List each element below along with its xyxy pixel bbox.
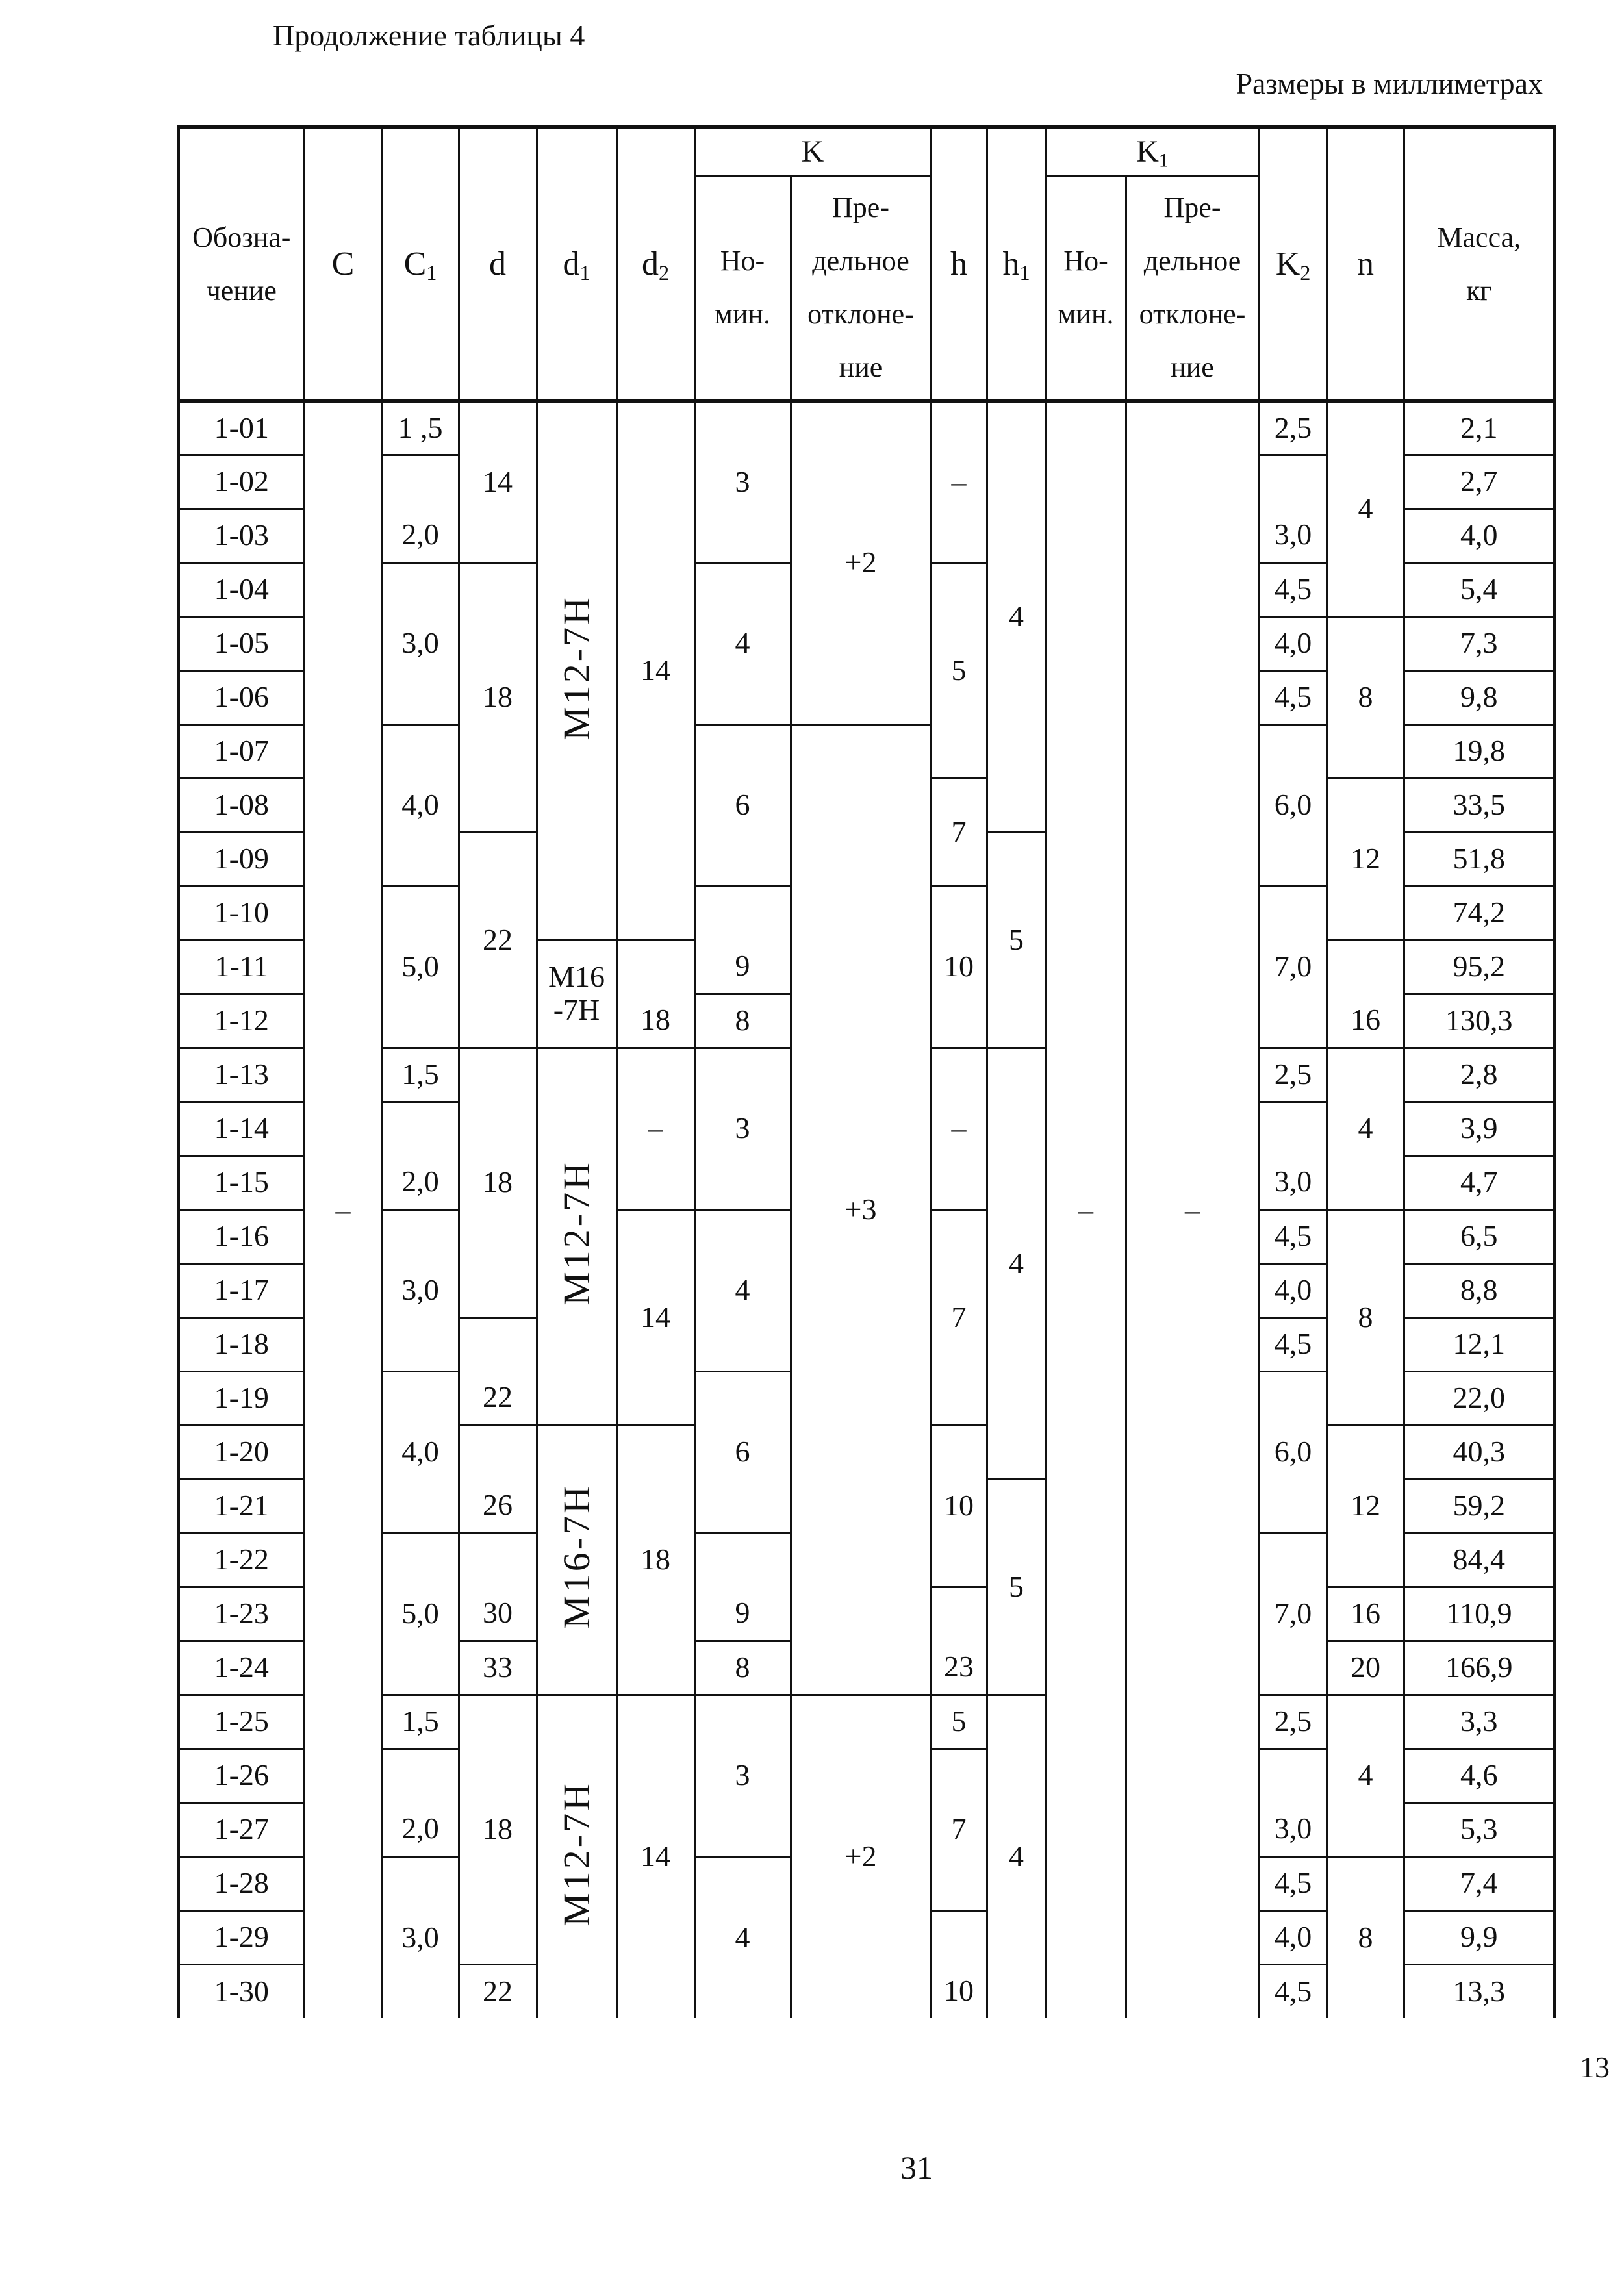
cell-mass: 130,3 <box>1404 994 1554 1048</box>
cell-mass: 33,5 <box>1404 778 1554 832</box>
cell-d: 22 <box>459 1964 537 2018</box>
cell-k2: 4,5 <box>1259 1856 1327 1910</box>
cell-n: 12 <box>1327 1425 1404 1587</box>
cell-k2: 3,0 <box>1259 455 1327 562</box>
cell-k2: 4,0 <box>1259 616 1327 670</box>
cell-mass: 2,1 <box>1404 401 1554 455</box>
cell-mass: 4,6 <box>1404 1749 1554 1802</box>
cell-d2: 14 <box>616 1695 694 2018</box>
cell-designation: 1-05 <box>179 616 304 670</box>
cell-h: 7 <box>931 778 987 886</box>
col-header-d1-subscript: 1 <box>579 260 590 284</box>
col-header-h1-subscript: 1 <box>1019 260 1030 284</box>
cell-k2: 4,5 <box>1259 1209 1327 1263</box>
cell-k1-deviation: – <box>1126 401 1259 2018</box>
col-header-d2-subscript: 2 <box>658 260 670 284</box>
cell-mass: 9,8 <box>1404 670 1554 724</box>
cell-k2: 4,5 <box>1259 1964 1327 2018</box>
col-header-h1-base: h <box>1002 245 1020 283</box>
col-header-c1 <box>382 127 459 401</box>
cell-mass: 13,3 <box>1404 1964 1554 2018</box>
cell-c1: 2,0 <box>382 1749 459 1856</box>
cell-k2: 2,5 <box>1259 1048 1327 1102</box>
cell-d2: 14 <box>616 1209 694 1425</box>
cell-mass: 95,2 <box>1404 940 1554 994</box>
cell-designation: 1-10 <box>179 886 304 940</box>
cell-d: 22 <box>459 832 537 1048</box>
cell-mass: 7,3 <box>1404 616 1554 670</box>
cell-h: 10 <box>931 1910 987 2018</box>
cell-mass: 19,8 <box>1404 724 1554 778</box>
cell-designation: 1-24 <box>179 1641 304 1695</box>
cell-mass: 5,3 <box>1404 1802 1554 1856</box>
cell-designation: 1-26 <box>179 1749 304 1802</box>
col-header-h: h <box>931 127 987 401</box>
cell-k-deviation: +2 <box>791 1695 931 2018</box>
cell-designation: 1-27 <box>179 1802 304 1856</box>
cell-c1: 3,0 <box>382 1209 459 1371</box>
cell-designation: 1-12 <box>179 994 304 1048</box>
table-row <box>179 401 1554 455</box>
cell-mass: 40,3 <box>1404 1425 1554 1479</box>
cell-k2: 4,0 <box>1259 1910 1327 1964</box>
cell-c: – <box>304 401 382 2018</box>
table-row <box>179 1695 1554 1749</box>
col-header-k2-subscript: 2 <box>1300 260 1311 284</box>
table-continuation-caption: Продолжение таблицы 4 <box>273 19 585 52</box>
cell-k2: 4,5 <box>1259 562 1327 616</box>
page-number: 31 <box>900 2149 933 2186</box>
cell-mass: 2,7 <box>1404 455 1554 509</box>
cell-n: 4 <box>1327 1695 1404 1856</box>
cell-h: 7 <box>931 1209 987 1425</box>
thread-size-label: M16-7H <box>555 1484 598 1630</box>
cell-h: – <box>931 401 987 562</box>
cell-mass: 22,0 <box>1404 1371 1554 1425</box>
cell-h1: 4 <box>987 1695 1046 2018</box>
col-header-h1 <box>987 127 1046 401</box>
cell-mass: 9,9 <box>1404 1910 1554 1964</box>
cell-c1: 5,0 <box>382 886 459 1048</box>
cell-designation: 1-15 <box>179 1156 304 1209</box>
cell-designation: 1-06 <box>179 670 304 724</box>
cell-d1 <box>537 1048 616 1425</box>
cell-k-nominal: 9 <box>694 1533 791 1641</box>
col-header-n: n <box>1327 127 1404 401</box>
cell-k-nominal: 3 <box>694 1695 791 1856</box>
cell-mass: 59,2 <box>1404 1479 1554 1533</box>
cell-designation: 1-19 <box>179 1371 304 1425</box>
cell-k2: 6,0 <box>1259 1371 1327 1533</box>
cell-k2: 4,0 <box>1259 1263 1327 1317</box>
col-header-d1-base: d <box>563 245 580 283</box>
col-header-k-deviation: Пре- дельное отклоне- ние <box>791 176 931 401</box>
cell-k-nominal: 6 <box>694 724 791 886</box>
cell-d2: 18 <box>616 1425 694 1695</box>
cell-mass: 8,8 <box>1404 1263 1554 1317</box>
col-group-k1 <box>1046 127 1259 176</box>
cell-k-deviation: +3 <box>791 724 931 1695</box>
cell-designation: 1-01 <box>179 401 304 455</box>
cell-mass: 3,3 <box>1404 1695 1554 1749</box>
cell-k-nominal: 3 <box>694 401 791 562</box>
cell-h1: 5 <box>987 832 1046 1048</box>
cell-n: 4 <box>1327 401 1404 616</box>
cell-mass: 74,2 <box>1404 886 1554 940</box>
cell-d: 18 <box>459 562 537 832</box>
cell-n: 4 <box>1327 1048 1404 1209</box>
cell-k-nominal: 4 <box>694 562 791 724</box>
cell-k-nominal: 8 <box>694 994 791 1048</box>
cell-designation: 1-18 <box>179 1317 304 1371</box>
cell-c1: 1 ,5 <box>382 401 459 455</box>
cell-d: 14 <box>459 401 537 562</box>
table-header <box>179 127 1554 401</box>
cell-h1: 5 <box>987 1479 1046 1695</box>
col-header-c1-base: C <box>403 245 427 283</box>
cell-k-nominal: 4 <box>694 1209 791 1371</box>
cell-n: 16 <box>1327 1587 1404 1641</box>
cell-n: 20 <box>1327 1641 1404 1695</box>
cell-mass: 4,7 <box>1404 1156 1554 1209</box>
cell-k1-nominal: – <box>1046 401 1126 2018</box>
cell-k2: 4,5 <box>1259 1317 1327 1371</box>
thread-size-label: M12-7H <box>555 1160 598 1306</box>
cell-mass: 4,0 <box>1404 509 1554 562</box>
cell-c1: 2,0 <box>382 1102 459 1209</box>
col-group-k1-subscript: 1 <box>1158 149 1169 171</box>
cell-n: 8 <box>1327 616 1404 778</box>
cell-h1: 4 <box>987 1048 1046 1479</box>
col-group-k: K <box>694 127 931 176</box>
thread-size-label: M12-7H <box>555 594 598 740</box>
cell-k2: 6,0 <box>1259 724 1327 886</box>
col-header-k2-base: K <box>1275 245 1300 283</box>
cell-designation: 1-17 <box>179 1263 304 1317</box>
cell-d: 22 <box>459 1317 537 1425</box>
cell-designation: 1-14 <box>179 1102 304 1156</box>
cell-mass: 12,1 <box>1404 1317 1554 1371</box>
col-header-c1-subscript: 1 <box>426 260 437 284</box>
cell-k2: 4,5 <box>1259 670 1327 724</box>
cell-d2: – <box>616 1048 694 1209</box>
cell-designation: 1-07 <box>179 724 304 778</box>
cell-designation: 1-13 <box>179 1048 304 1102</box>
cell-designation: 1-03 <box>179 509 304 562</box>
cell-h: 10 <box>931 1425 987 1587</box>
cell-mass: 5,4 <box>1404 562 1554 616</box>
cell-c1: 3,0 <box>382 1856 459 2018</box>
cell-designation: 1-20 <box>179 1425 304 1479</box>
cell-k2: 7,0 <box>1259 886 1327 1048</box>
units-caption: Размеры в миллиметрах <box>1236 67 1543 100</box>
cell-d1 <box>537 1425 616 1695</box>
cell-k2: 2,5 <box>1259 1695 1327 1749</box>
cell-d2: 18 <box>616 940 694 1048</box>
cell-k-deviation: +2 <box>791 401 931 724</box>
col-header-k-nominal: Но- мин. <box>694 176 791 401</box>
cell-c1: 1,5 <box>382 1048 459 1102</box>
cell-designation: 1-21 <box>179 1479 304 1533</box>
thread-size-label: M12-7H <box>555 1780 598 1927</box>
margin-mark: 13 <box>1580 2051 1610 2084</box>
col-header-d2 <box>616 127 694 401</box>
cell-d: 18 <box>459 1048 537 1317</box>
cell-mass: 166,9 <box>1404 1641 1554 1695</box>
cell-d2: 14 <box>616 401 694 940</box>
cell-mass: 84,4 <box>1404 1533 1554 1587</box>
col-header-k1-nominal: Но- мин. <box>1046 176 1126 401</box>
col-header-d2-base: d <box>641 245 659 283</box>
cell-c1: 3,0 <box>382 562 459 724</box>
cell-n: 16 <box>1327 940 1404 1048</box>
cell-mass: 3,9 <box>1404 1102 1554 1156</box>
cell-designation: 1-04 <box>179 562 304 616</box>
cell-h: 5 <box>931 1695 987 1749</box>
cell-n: 8 <box>1327 1209 1404 1425</box>
cell-designation: 1-28 <box>179 1856 304 1910</box>
cell-designation: 1-23 <box>179 1587 304 1641</box>
cell-mass: 2,8 <box>1404 1048 1554 1102</box>
dimensions-table <box>177 125 1556 2018</box>
cell-designation: 1-30 <box>179 1964 304 2018</box>
cell-k-nominal: 3 <box>694 1048 791 1209</box>
col-header-c: C <box>304 127 382 401</box>
cell-d: 26 <box>459 1425 537 1533</box>
cell-mass: 7,4 <box>1404 1856 1554 1910</box>
cell-h: 5 <box>931 562 987 778</box>
cell-h: 10 <box>931 886 987 1048</box>
col-header-designation: Обозна- чение <box>179 127 304 401</box>
cell-d1: M16 -7H <box>537 940 616 1048</box>
cell-c1: 4,0 <box>382 724 459 886</box>
cell-d1 <box>537 401 616 940</box>
col-group-k1-base: K <box>1136 134 1159 170</box>
cell-h1: 4 <box>987 401 1046 832</box>
cell-designation: 1-11 <box>179 940 304 994</box>
col-header-d: d <box>459 127 537 401</box>
cell-h: 7 <box>931 1749 987 1910</box>
cell-k2: 2,5 <box>1259 401 1327 455</box>
cell-designation: 1-25 <box>179 1695 304 1749</box>
cell-mass: 110,9 <box>1404 1587 1554 1641</box>
cell-k-nominal: 4 <box>694 1856 791 2018</box>
cell-d: 30 <box>459 1533 537 1641</box>
cell-d: 33 <box>459 1641 537 1695</box>
cell-n: 8 <box>1327 1856 1404 2018</box>
cell-c1: 5,0 <box>382 1533 459 1695</box>
col-header-k2 <box>1259 127 1327 401</box>
cell-designation: 1-02 <box>179 455 304 509</box>
cell-d: 18 <box>459 1695 537 1964</box>
cell-k2: 7,0 <box>1259 1533 1327 1695</box>
cell-k-nominal: 9 <box>694 886 791 994</box>
cell-designation: 1-09 <box>179 832 304 886</box>
cell-designation: 1-22 <box>179 1533 304 1587</box>
cell-designation: 1-08 <box>179 778 304 832</box>
cell-k2: 3,0 <box>1259 1102 1327 1209</box>
cell-c1: 4,0 <box>382 1371 459 1533</box>
cell-n: 12 <box>1327 778 1404 940</box>
col-header-d1 <box>537 127 616 401</box>
table-body <box>179 401 1554 2018</box>
cell-k-nominal: 8 <box>694 1641 791 1695</box>
col-header-mass: Масса, кг <box>1404 127 1554 401</box>
cell-designation: 1-16 <box>179 1209 304 1263</box>
cell-designation: 1-29 <box>179 1910 304 1964</box>
cell-h: – <box>931 1048 987 1209</box>
cell-k-nominal: 6 <box>694 1371 791 1533</box>
cell-c1: 2,0 <box>382 455 459 562</box>
cell-mass: 51,8 <box>1404 832 1554 886</box>
cell-c1: 1,5 <box>382 1695 459 1749</box>
cell-d1 <box>537 1695 616 2018</box>
header-row <box>179 127 1554 176</box>
cell-h: 23 <box>931 1587 987 1695</box>
cell-k2: 3,0 <box>1259 1749 1327 1856</box>
col-header-k1-deviation: Пре- дельное отклоне- ние <box>1126 176 1259 401</box>
cell-mass: 6,5 <box>1404 1209 1554 1263</box>
